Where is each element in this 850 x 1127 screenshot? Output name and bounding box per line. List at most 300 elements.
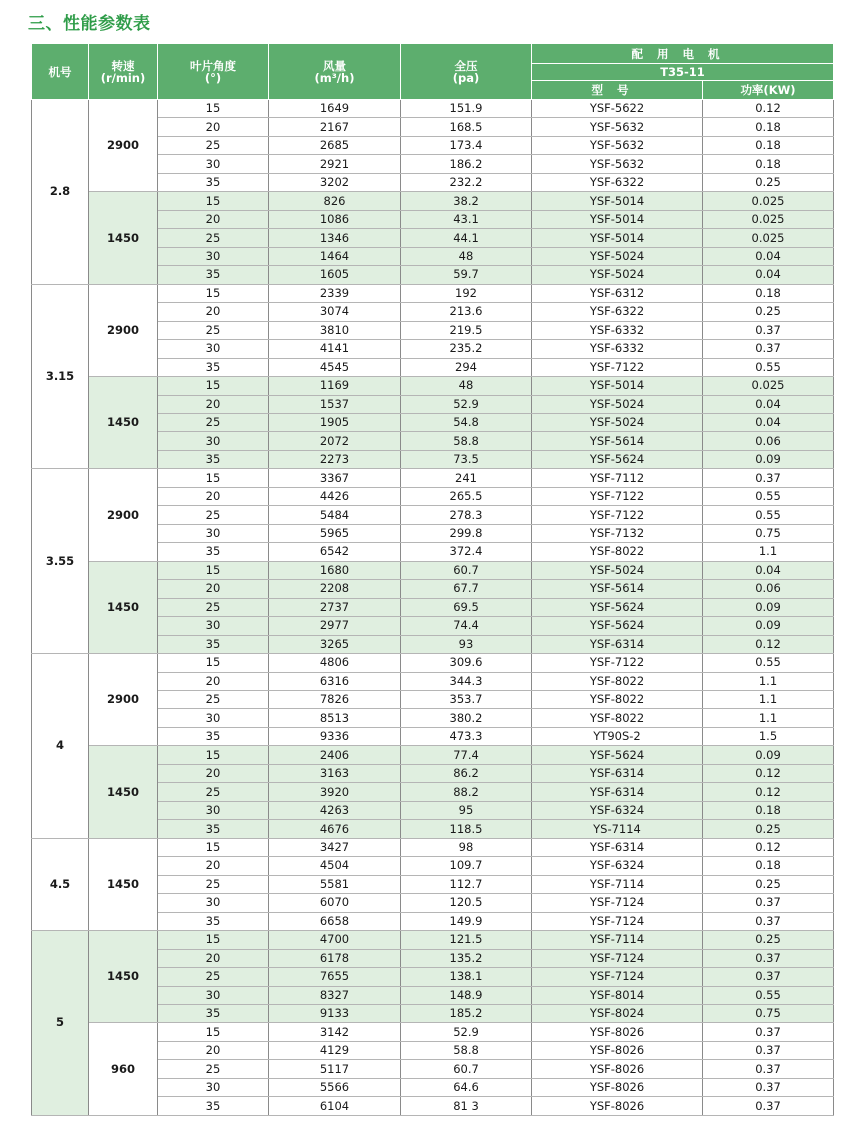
cell-motor-power: 0.09 <box>703 617 834 635</box>
cell-motor-power: 0.37 <box>703 894 834 912</box>
cell-pressure: 60.7 <box>401 561 532 579</box>
cell-machine-no: 4.5 <box>32 838 89 930</box>
header-airflow: 风量 (m³/h) <box>269 44 401 100</box>
cell-pressure: 135.2 <box>401 949 532 967</box>
cell-motor-model: YSF-6324 <box>532 857 703 875</box>
cell-airflow: 1086 <box>269 210 401 228</box>
cell-airflow: 3074 <box>269 303 401 321</box>
cell-motor-power: 0.75 <box>703 1004 834 1022</box>
cell-pressure: 151.9 <box>401 100 532 118</box>
cell-airflow: 4504 <box>269 857 401 875</box>
cell-pressure: 372.4 <box>401 543 532 561</box>
cell-airflow: 8327 <box>269 986 401 1004</box>
cell-airflow: 3265 <box>269 635 401 653</box>
cell-motor-power: 0.37 <box>703 1078 834 1096</box>
cell-airflow: 6316 <box>269 672 401 690</box>
cell-blade-angle: 15 <box>158 746 269 764</box>
cell-pressure: 232.2 <box>401 173 532 191</box>
cell-motor-power: 0.04 <box>703 266 834 284</box>
cell-airflow: 5965 <box>269 524 401 542</box>
cell-pressure: 38.2 <box>401 192 532 210</box>
cell-blade-angle: 20 <box>158 672 269 690</box>
cell-blade-angle: 35 <box>158 543 269 561</box>
cell-motor-power: 0.25 <box>703 875 834 893</box>
cell-motor-power: 0.37 <box>703 912 834 930</box>
cell-motor-model: YSF-7124 <box>532 968 703 986</box>
cell-airflow: 1680 <box>269 561 401 579</box>
cell-motor-power: 0.55 <box>703 487 834 505</box>
cell-airflow: 3810 <box>269 321 401 339</box>
cell-airflow: 3427 <box>269 838 401 856</box>
cell-pressure: 43.1 <box>401 210 532 228</box>
table-row <box>32 931 834 949</box>
cell-motor-model: YSF-8022 <box>532 543 703 561</box>
cell-airflow: 7826 <box>269 691 401 709</box>
cell-motor-power: 1.1 <box>703 543 834 561</box>
page-title: 三、性能参数表 <box>28 14 151 34</box>
cell-airflow: 6070 <box>269 894 401 912</box>
cell-motor-power: 0.025 <box>703 192 834 210</box>
cell-motor-power: 0.37 <box>703 1060 834 1078</box>
cell-pressure: 173.4 <box>401 136 532 154</box>
cell-airflow: 2921 <box>269 155 401 173</box>
cell-pressure: 299.8 <box>401 524 532 542</box>
cell-pressure: 192 <box>401 284 532 302</box>
cell-blade-angle: 35 <box>158 820 269 838</box>
cell-blade-angle: 30 <box>158 709 269 727</box>
cell-blade-angle: 15 <box>158 192 269 210</box>
cell-motor-power: 0.37 <box>703 469 834 487</box>
cell-blade-angle: 35 <box>158 635 269 653</box>
cell-pressure: 81 3 <box>401 1097 532 1115</box>
cell-motor-model: YSF-7112 <box>532 469 703 487</box>
cell-blade-angle: 20 <box>158 949 269 967</box>
cell-airflow: 2273 <box>269 450 401 468</box>
header-blade-angle: 叶片角度 (°) <box>158 44 269 100</box>
cell-airflow: 4700 <box>269 931 401 949</box>
table-row <box>32 1023 834 1041</box>
cell-airflow: 4141 <box>269 340 401 358</box>
cell-pressure: 148.9 <box>401 986 532 1004</box>
cell-motor-model: YSF-8024 <box>532 1004 703 1022</box>
cell-motor-power: 0.09 <box>703 598 834 616</box>
cell-motor-power: 0.37 <box>703 949 834 967</box>
cell-blade-angle: 35 <box>158 450 269 468</box>
cell-pressure: 73.5 <box>401 450 532 468</box>
cell-motor-power: 0.37 <box>703 321 834 339</box>
cell-airflow: 3920 <box>269 783 401 801</box>
cell-blade-angle: 15 <box>158 1023 269 1041</box>
cell-pressure: 241 <box>401 469 532 487</box>
cell-motor-model: YSF-5014 <box>532 229 703 247</box>
cell-motor-power: 0.12 <box>703 100 834 118</box>
cell-motor-model: YSF-5024 <box>532 266 703 284</box>
cell-airflow: 1605 <box>269 266 401 284</box>
cell-pressure: 95 <box>401 801 532 819</box>
cell-motor-model: YSF-5024 <box>532 561 703 579</box>
cell-speed: 960 <box>89 1023 158 1115</box>
cell-motor-power: 0.25 <box>703 931 834 949</box>
table-row <box>32 838 834 856</box>
cell-airflow: 4676 <box>269 820 401 838</box>
cell-speed: 2900 <box>89 100 158 192</box>
cell-airflow: 5117 <box>269 1060 401 1078</box>
cell-motor-model: YSF-5614 <box>532 580 703 598</box>
cell-pressure: 48 <box>401 377 532 395</box>
cell-motor-power: 0.25 <box>703 820 834 838</box>
cell-motor-model: YSF-6322 <box>532 303 703 321</box>
cell-speed: 1450 <box>89 192 158 284</box>
cell-blade-angle: 15 <box>158 377 269 395</box>
cell-motor-model: YSF-5632 <box>532 155 703 173</box>
cell-blade-angle: 20 <box>158 395 269 413</box>
cell-motor-power: 0.12 <box>703 783 834 801</box>
cell-blade-angle: 25 <box>158 875 269 893</box>
cell-airflow: 6658 <box>269 912 401 930</box>
cell-blade-angle: 30 <box>158 155 269 173</box>
cell-airflow: 3202 <box>269 173 401 191</box>
cell-speed: 2900 <box>89 284 158 376</box>
cell-motor-model: YSF-5632 <box>532 118 703 136</box>
cell-motor-model: YSF-7122 <box>532 654 703 672</box>
cell-motor-model: YSF-7122 <box>532 506 703 524</box>
cell-motor-power: 0.18 <box>703 155 834 173</box>
cell-airflow: 2406 <box>269 746 401 764</box>
cell-motor-power: 0.55 <box>703 986 834 1004</box>
cell-pressure: 219.5 <box>401 321 532 339</box>
cell-pressure: 235.2 <box>401 340 532 358</box>
cell-motor-power: 0.04 <box>703 247 834 265</box>
table-row <box>32 377 834 395</box>
cell-pressure: 86.2 <box>401 764 532 782</box>
cell-airflow: 1464 <box>269 247 401 265</box>
cell-pressure: 278.3 <box>401 506 532 524</box>
cell-motor-power: 0.37 <box>703 1023 834 1041</box>
cell-pressure: 52.9 <box>401 1023 532 1041</box>
cell-motor-power: 0.04 <box>703 413 834 431</box>
cell-airflow: 4129 <box>269 1041 401 1059</box>
cell-blade-angle: 20 <box>158 857 269 875</box>
cell-motor-power: 0.75 <box>703 524 834 542</box>
cell-blade-angle: 30 <box>158 617 269 635</box>
cell-blade-angle: 35 <box>158 1004 269 1022</box>
cell-pressure: 213.6 <box>401 303 532 321</box>
cell-pressure: 58.8 <box>401 1041 532 1059</box>
cell-motor-model: YSF-8026 <box>532 1060 703 1078</box>
cell-pressure: 64.6 <box>401 1078 532 1096</box>
cell-motor-model: YSF-6324 <box>532 801 703 819</box>
cell-blade-angle: 30 <box>158 340 269 358</box>
cell-blade-angle: 25 <box>158 321 269 339</box>
cell-airflow: 2339 <box>269 284 401 302</box>
cell-pressure: 265.5 <box>401 487 532 505</box>
cell-motor-model: YSF-7114 <box>532 931 703 949</box>
cell-motor-power: 0.37 <box>703 1041 834 1059</box>
cell-pressure: 48 <box>401 247 532 265</box>
cell-pressure: 112.7 <box>401 875 532 893</box>
cell-motor-model: YSF-5624 <box>532 746 703 764</box>
cell-blade-angle: 35 <box>158 173 269 191</box>
cell-airflow: 3367 <box>269 469 401 487</box>
header-motor-model: 型号 <box>532 81 703 100</box>
cell-pressure: 93 <box>401 635 532 653</box>
cell-motor-model: YS-7114 <box>532 820 703 838</box>
cell-motor-model: YSF-6322 <box>532 173 703 191</box>
cell-motor-power: 1.1 <box>703 709 834 727</box>
table-row <box>32 746 834 764</box>
cell-blade-angle: 30 <box>158 986 269 1004</box>
cell-blade-angle: 15 <box>158 561 269 579</box>
cell-machine-no: 5 <box>32 931 89 1116</box>
cell-pressure: 69.5 <box>401 598 532 616</box>
cell-airflow: 2685 <box>269 136 401 154</box>
cell-airflow: 3142 <box>269 1023 401 1041</box>
cell-blade-angle: 20 <box>158 1041 269 1059</box>
cell-pressure: 98 <box>401 838 532 856</box>
cell-motor-model: YSF-5614 <box>532 432 703 450</box>
cell-motor-model: YSF-6314 <box>532 838 703 856</box>
cell-blade-angle: 30 <box>158 432 269 450</box>
cell-speed: 1450 <box>89 377 158 469</box>
cell-motor-model: YSF-8014 <box>532 986 703 1004</box>
cell-airflow: 1905 <box>269 413 401 431</box>
cell-motor-power: 0.37 <box>703 1097 834 1115</box>
cell-blade-angle: 20 <box>158 487 269 505</box>
cell-blade-angle: 25 <box>158 136 269 154</box>
cell-motor-model: YSF-8022 <box>532 709 703 727</box>
cell-pressure: 149.9 <box>401 912 532 930</box>
cell-airflow: 2167 <box>269 118 401 136</box>
cell-machine-no: 4 <box>32 654 89 839</box>
cell-airflow: 4426 <box>269 487 401 505</box>
cell-blade-angle: 25 <box>158 598 269 616</box>
cell-airflow: 8513 <box>269 709 401 727</box>
cell-pressure: 77.4 <box>401 746 532 764</box>
cell-motor-power: 0.09 <box>703 450 834 468</box>
cell-motor-power: 0.04 <box>703 561 834 579</box>
cell-motor-model: YSF-7114 <box>532 875 703 893</box>
cell-motor-power: 0.025 <box>703 229 834 247</box>
cell-airflow: 9336 <box>269 727 401 745</box>
cell-motor-model: YSF-8026 <box>532 1023 703 1041</box>
cell-pressure: 168.5 <box>401 118 532 136</box>
cell-blade-angle: 35 <box>158 912 269 930</box>
cell-pressure: 74.4 <box>401 617 532 635</box>
cell-pressure: 59.7 <box>401 266 532 284</box>
cell-blade-angle: 25 <box>158 691 269 709</box>
cell-motor-model: YSF-8022 <box>532 691 703 709</box>
cell-motor-power: 0.06 <box>703 580 834 598</box>
cell-blade-angle: 25 <box>158 783 269 801</box>
cell-motor-power: 0.04 <box>703 395 834 413</box>
cell-airflow: 3163 <box>269 764 401 782</box>
cell-blade-angle: 20 <box>158 764 269 782</box>
cell-motor-power: 0.09 <box>703 746 834 764</box>
cell-motor-model: YSF-6314 <box>532 783 703 801</box>
cell-blade-angle: 20 <box>158 118 269 136</box>
performance-table <box>31 43 834 1116</box>
cell-speed: 1450 <box>89 931 158 1023</box>
cell-pressure: 294 <box>401 358 532 376</box>
cell-machine-no: 2.8 <box>32 100 89 285</box>
cell-airflow: 2072 <box>269 432 401 450</box>
cell-motor-model: YSF-5014 <box>532 210 703 228</box>
cell-blade-angle: 35 <box>158 727 269 745</box>
cell-airflow: 4806 <box>269 654 401 672</box>
cell-motor-model: YSF-5014 <box>532 192 703 210</box>
cell-airflow: 6542 <box>269 543 401 561</box>
cell-motor-model: YSF-5024 <box>532 247 703 265</box>
cell-pressure: 120.5 <box>401 894 532 912</box>
header-motor-power: 功率(KW) <box>703 81 834 100</box>
cell-motor-model: YSF-5632 <box>532 136 703 154</box>
cell-motor-power: 0.06 <box>703 432 834 450</box>
cell-motor-model: YSF-5014 <box>532 377 703 395</box>
table-row <box>32 192 834 210</box>
cell-motor-power: 0.55 <box>703 358 834 376</box>
cell-blade-angle: 15 <box>158 931 269 949</box>
cell-airflow: 5484 <box>269 506 401 524</box>
cell-pressure: 88.2 <box>401 783 532 801</box>
cell-motor-model: YSF-7124 <box>532 894 703 912</box>
cell-pressure: 52.9 <box>401 395 532 413</box>
cell-airflow: 7655 <box>269 968 401 986</box>
cell-motor-model: YSF-6314 <box>532 635 703 653</box>
cell-pressure: 54.8 <box>401 413 532 431</box>
cell-motor-power: 1.1 <box>703 691 834 709</box>
cell-airflow: 826 <box>269 192 401 210</box>
header-motor-group: 配用电机 <box>532 44 834 64</box>
cell-speed: 1450 <box>89 838 158 930</box>
cell-motor-model: YSF-6314 <box>532 764 703 782</box>
cell-speed: 2900 <box>89 469 158 561</box>
cell-motor-model: YSF-7124 <box>532 912 703 930</box>
cell-pressure: 185.2 <box>401 1004 532 1022</box>
cell-pressure: 380.2 <box>401 709 532 727</box>
cell-motor-power: 1.5 <box>703 727 834 745</box>
cell-motor-model: YSF-5024 <box>532 395 703 413</box>
cell-motor-model: YSF-7122 <box>532 487 703 505</box>
cell-motor-model: YSF-8026 <box>532 1078 703 1096</box>
cell-blade-angle: 35 <box>158 1097 269 1115</box>
cell-speed: 2900 <box>89 654 158 746</box>
table-header <box>32 44 834 100</box>
cell-speed: 1450 <box>89 746 158 838</box>
cell-motor-power: 0.37 <box>703 340 834 358</box>
cell-blade-angle: 15 <box>158 100 269 118</box>
cell-motor-model: YSF-5624 <box>532 617 703 635</box>
cell-airflow: 5581 <box>269 875 401 893</box>
cell-motor-power: 0.37 <box>703 968 834 986</box>
cell-pressure: 121.5 <box>401 931 532 949</box>
cell-machine-no: 3.55 <box>32 469 89 654</box>
cell-airflow: 1649 <box>269 100 401 118</box>
cell-airflow: 2977 <box>269 617 401 635</box>
cell-motor-model: YSF-5624 <box>532 598 703 616</box>
cell-motor-power: 0.18 <box>703 801 834 819</box>
cell-airflow: 1346 <box>269 229 401 247</box>
header-motor-series: T35-11 <box>532 64 834 81</box>
table-body <box>32 100 834 1116</box>
cell-pressure: 186.2 <box>401 155 532 173</box>
cell-blade-angle: 15 <box>158 654 269 672</box>
cell-motor-power: 0.025 <box>703 377 834 395</box>
cell-blade-angle: 35 <box>158 358 269 376</box>
cell-motor-power: 0.18 <box>703 118 834 136</box>
cell-blade-angle: 30 <box>158 894 269 912</box>
cell-motor-model: YSF-7122 <box>532 358 703 376</box>
cell-motor-power: 0.12 <box>703 764 834 782</box>
cell-pressure: 60.7 <box>401 1060 532 1078</box>
cell-blade-angle: 25 <box>158 968 269 986</box>
cell-motor-power: 0.55 <box>703 654 834 672</box>
cell-airflow: 4545 <box>269 358 401 376</box>
cell-blade-angle: 15 <box>158 838 269 856</box>
cell-pressure: 58.8 <box>401 432 532 450</box>
cell-blade-angle: 30 <box>158 524 269 542</box>
table-row <box>32 561 834 579</box>
cell-airflow: 2208 <box>269 580 401 598</box>
cell-motor-power: 0.25 <box>703 173 834 191</box>
cell-motor-model: YSF-8026 <box>532 1041 703 1059</box>
cell-blade-angle: 30 <box>158 1078 269 1096</box>
cell-airflow: 2737 <box>269 598 401 616</box>
cell-motor-power: 0.18 <box>703 857 834 875</box>
cell-motor-model: YSF-7124 <box>532 949 703 967</box>
cell-motor-power: 0.025 <box>703 210 834 228</box>
cell-motor-power: 0.18 <box>703 284 834 302</box>
cell-blade-angle: 20 <box>158 210 269 228</box>
cell-motor-power: 0.12 <box>703 635 834 653</box>
cell-motor-model: YSF-7132 <box>532 524 703 542</box>
table-row <box>32 469 834 487</box>
cell-blade-angle: 30 <box>158 247 269 265</box>
cell-motor-power: 0.55 <box>703 506 834 524</box>
cell-pressure: 309.6 <box>401 654 532 672</box>
table-row <box>32 100 834 118</box>
cell-pressure: 353.7 <box>401 691 532 709</box>
header-pressure: 全压 (pa) <box>401 44 532 100</box>
cell-blade-angle: 20 <box>158 303 269 321</box>
cell-motor-model: YSF-6332 <box>532 321 703 339</box>
cell-blade-angle: 30 <box>158 801 269 819</box>
cell-blade-angle: 25 <box>158 1060 269 1078</box>
cell-motor-model: YSF-5624 <box>532 450 703 468</box>
cell-airflow: 1169 <box>269 377 401 395</box>
cell-blade-angle: 25 <box>158 413 269 431</box>
cell-motor-power: 0.25 <box>703 303 834 321</box>
table-row <box>32 284 834 302</box>
cell-blade-angle: 25 <box>158 229 269 247</box>
cell-motor-model: YSF-5622 <box>532 100 703 118</box>
cell-pressure: 344.3 <box>401 672 532 690</box>
cell-blade-angle: 20 <box>158 580 269 598</box>
cell-motor-power: 0.12 <box>703 838 834 856</box>
cell-motor-model: YSF-6332 <box>532 340 703 358</box>
cell-airflow: 1537 <box>269 395 401 413</box>
header-machine-no: 机号 <box>32 44 89 100</box>
cell-airflow: 6104 <box>269 1097 401 1115</box>
cell-motor-model: YSF-5024 <box>532 413 703 431</box>
cell-blade-angle: 35 <box>158 266 269 284</box>
cell-blade-angle: 15 <box>158 469 269 487</box>
table-row <box>32 654 834 672</box>
cell-airflow: 6178 <box>269 949 401 967</box>
cell-airflow: 4263 <box>269 801 401 819</box>
cell-blade-angle: 25 <box>158 506 269 524</box>
cell-airflow: 5566 <box>269 1078 401 1096</box>
cell-pressure: 118.5 <box>401 820 532 838</box>
